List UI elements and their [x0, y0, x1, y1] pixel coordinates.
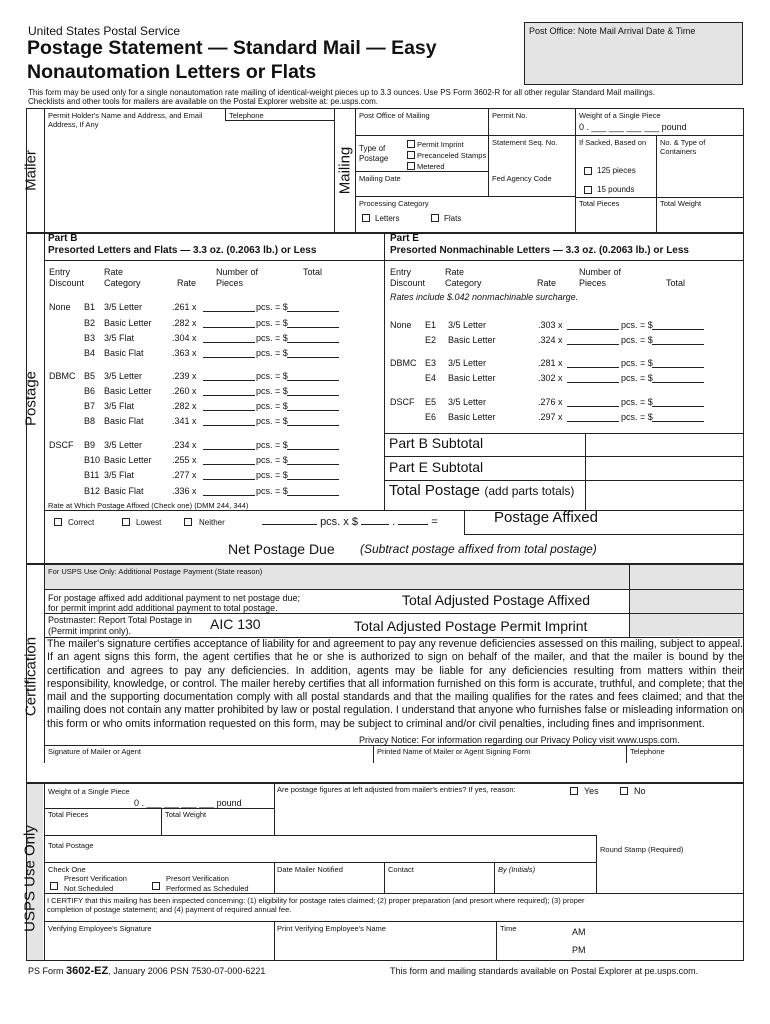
total-adjusted-affixed-label: Total Adjusted Postage Affixed [402, 592, 591, 608]
part-b-subtotal-field[interactable] [587, 435, 743, 455]
lowest-label: Lowest [136, 518, 162, 527]
total-pieces-label: Total Pieces [579, 199, 620, 208]
usps-additional-field[interactable] [630, 565, 743, 590]
intro-line1: This form may be used only for a single nonautomation rate mailing of identical-weight pieces up to 3.3 ounces. Use PS Form 3602-R for all other regular Standard Mail mailings. [28, 88, 655, 97]
total-adjusted-affixed-field[interactable] [630, 590, 743, 613]
part-b-number-head: Number of Pieces [216, 267, 259, 288]
usps-total-weight-label: Total Weight [165, 810, 207, 819]
part-e-subtotal-field[interactable] [587, 458, 743, 478]
part-b-rate-code: B5 [84, 371, 96, 381]
printed-name-label: Printed Name of Mailer or Agent Signing Form [377, 747, 531, 756]
adjusted-no-label: No [634, 786, 646, 796]
part-e-pieces-input[interactable] [567, 412, 619, 424]
sacked-15-checkbox[interactable] [584, 186, 592, 194]
form-title-line1: Postage Statement — Standard Mail — Easy [27, 37, 437, 59]
part-e-pieces-input[interactable] [567, 320, 619, 332]
part-b-rate-value: .304 x [172, 333, 197, 343]
part-e-total-input[interactable] [652, 412, 704, 424]
part-b-rate-code: B3 [84, 333, 96, 343]
part-b-rate-value: .282 x [172, 401, 197, 411]
adjusted-yes-label: Yes [584, 786, 599, 796]
part-b-entry-discount: DBMC [49, 371, 76, 381]
presort-not-scheduled-1: Presort Verification [64, 874, 127, 883]
part-b-pieces-input[interactable] [203, 318, 255, 330]
part-b-rate-code: B9 [84, 440, 96, 450]
part-e-rate-value: .324 x [538, 335, 563, 345]
part-b-rate-code: B4 [84, 348, 96, 358]
part-b-pieces-input[interactable] [203, 348, 255, 360]
weight-field[interactable]: 0 . ___ ___ ___ ___ pound [579, 122, 687, 132]
part-e-pcs-label: pcs. = $ [621, 373, 653, 383]
postmaster-note-2: (Permit imprint only). [48, 626, 132, 636]
neither-label: Neither [199, 518, 225, 527]
part-b-rate-head: Rate [177, 278, 197, 288]
part-b-pieces-input[interactable] [203, 333, 255, 345]
statement-seq-label: Statement Seq. No. [492, 138, 558, 147]
cert-telephone-label: Telephone [630, 747, 665, 756]
part-e-total-input[interactable] [652, 373, 704, 385]
part-b-rate-category: 3/5 Flat [104, 333, 135, 343]
if-sacked-label: If Sacked, Based on [579, 138, 647, 147]
part-e-rate-value: .297 x [538, 412, 563, 422]
part-e-pieces-input[interactable] [567, 373, 619, 385]
part-e-rate-value: .281 x [538, 358, 563, 368]
presort-scheduled-checkbox[interactable] [152, 882, 160, 890]
affixed-note-1: For postage affixed add additional payment to net postage due; [48, 593, 301, 603]
part-b-rate-code: B12 [84, 486, 101, 496]
check-one-label: Check One [48, 865, 86, 874]
permit-holder-label: Permit Holder's Name and Address, and Email Address, If Any [48, 111, 203, 129]
correct-label: Correct [68, 518, 95, 527]
form-title-line2: Nonautomation Letters or Flats [27, 61, 317, 83]
net-postage-note: (Subtract postage affixed from total postage) [360, 542, 597, 556]
part-e-pcs-label: pcs. = $ [621, 335, 653, 345]
part-b-total-input[interactable] [287, 318, 339, 330]
net-postage-field[interactable] [600, 537, 742, 561]
part-b-total-input[interactable] [287, 302, 339, 314]
part-b-entry-head: Entry Discount [49, 267, 85, 288]
part-e-label: Part E [390, 233, 419, 244]
postage-affixed-label: Postage Affixed [494, 509, 598, 526]
certification-side-label: Certification [22, 636, 40, 717]
presort-scheduled-2: Performed as Scheduled [166, 884, 249, 893]
part-b-total-input[interactable] [287, 386, 339, 398]
net-postage-due-label: Net Postage Due [228, 541, 335, 557]
presort-not-scheduled-2: Not Scheduled [64, 884, 114, 893]
intro-line2: Checklists and other tools for mailers are available on the Postal Explorer website at: pe.usps.com. [28, 97, 378, 106]
sacked-125-label: 125 pieces [597, 166, 636, 175]
usps-total-postage-label: Total Postage [48, 841, 94, 850]
part-e-pieces-input[interactable] [567, 397, 619, 409]
part-b-total-input[interactable] [287, 486, 339, 498]
presort-scheduled-1: Presort Verification [166, 874, 229, 883]
part-b-entry-discount: None [49, 302, 71, 312]
round-stamp-label: Round Stamp (Required) [600, 845, 684, 854]
part-e-rate-code: E1 [425, 320, 437, 330]
mailing-side-label: Mailing [336, 146, 354, 195]
part-b-rate-category: Basic Letter [104, 386, 152, 396]
sacked-125-checkbox[interactable] [584, 167, 592, 175]
part-b-rate-value: .282 x [172, 318, 197, 328]
part-b-pieces-input[interactable] [203, 401, 255, 413]
metered-label: Metered [417, 162, 445, 171]
part-b-pieces-input[interactable] [203, 371, 255, 383]
fed-agency-label: Fed Agency Code [492, 174, 552, 183]
part-b-total-input[interactable] [287, 371, 339, 383]
part-b-rate-code: B7 [84, 401, 96, 411]
postage-side-label: Postage [22, 370, 40, 427]
part-e-rate-code: E6 [425, 412, 437, 422]
part-e-total-input[interactable] [652, 335, 704, 347]
part-e-rate-code: E3 [425, 358, 437, 368]
part-b-rate-value: .341 x [172, 416, 197, 426]
part-e-rate-head: Rate [537, 278, 557, 288]
part-e-pcs-label: pcs. = $ [621, 412, 653, 422]
part-b-rate-value: .255 x [172, 455, 197, 465]
part-b-rate-value: .363 x [172, 348, 197, 358]
part-b-pieces-input[interactable] [203, 470, 255, 482]
part-b-rate-category: Basic Letter [104, 455, 152, 465]
part-e-note: Rates include $.042 nonmachinable surcharge. [390, 292, 579, 302]
part-b-pieces-input[interactable] [203, 440, 255, 452]
usps-additional-label: For USPS Use Only: Additional Postage Payment (State reason) [48, 567, 263, 576]
part-b-title: Presorted Letters and Flats — 3.3 oz. (0.2063 lb.) or Less [48, 245, 317, 256]
presort-not-scheduled-checkbox[interactable] [50, 882, 58, 890]
precanceled-checkbox[interactable] [407, 151, 415, 159]
correct-checkbox[interactable] [54, 518, 62, 526]
part-e-rate-category: Basic Letter [448, 373, 496, 383]
usps-total-pieces-label: Total Pieces [48, 810, 89, 819]
lowest-checkbox[interactable] [122, 518, 130, 526]
part-b-rate-category: 3/5 Letter [104, 302, 143, 312]
part-b-pcs-label: pcs. = $ [256, 318, 288, 328]
part-b-pcs-label: pcs. = $ [256, 348, 288, 358]
part-b-total-input[interactable] [287, 348, 339, 360]
part-b-pieces-input[interactable] [203, 455, 255, 467]
permit-imprint-checkbox[interactable] [407, 140, 415, 148]
part-e-entry-discount: None [390, 320, 412, 330]
part-b-pcs-label: pcs. = $ [256, 486, 288, 496]
precanceled-label: Precanceled Stamps [417, 151, 487, 160]
part-e-rate-category: 3/5 Letter [448, 358, 487, 368]
part-b-pcs-label: pcs. = $ [256, 401, 288, 411]
postmaster-note-1: Postmaster: Report Total Postage in [48, 615, 192, 625]
part-b-subtotal-label: Part B Subtotal [389, 435, 484, 451]
part-e-rate-category: Basic Letter [448, 335, 496, 345]
part-b-total-input[interactable] [287, 333, 339, 345]
part-b-rate-category: 3/5 Flat [104, 401, 135, 411]
part-e-total-head: Total [666, 278, 686, 288]
part-b-rate-category: Basic Flat [104, 416, 144, 426]
weight-label: Weight of a Single Piece [579, 111, 661, 120]
part-e-subtotal-label: Part E Subtotal [389, 459, 484, 475]
part-e-rate-value: .303 x [538, 320, 563, 330]
part-b-pcs-label: pcs. = $ [256, 416, 288, 426]
adjusted-question-label: Are postage figures at left adjusted from mailer's entries? If yes, reason: [277, 785, 516, 794]
signature-label: Signature of Mailer or Agent [48, 747, 141, 756]
part-e-entry-discount: DBMC [390, 358, 417, 368]
agency-name: United States Postal Service [28, 24, 181, 38]
part-b-label: Part B [48, 233, 78, 244]
rate-affixed-label: Rate at Which Postage Affixed (Check one) (DMM 244, 344) [48, 501, 249, 510]
am-label[interactable]: AM [572, 927, 586, 937]
part-e-pcs-label: pcs. = $ [621, 320, 653, 330]
part-b-pieces-input[interactable] [203, 302, 255, 314]
total-postage-note: (add parts totals) [484, 484, 575, 498]
privacy-notice: Privacy Notice: For information regarding our Privacy Policy visit www.usps.com. [359, 735, 680, 745]
flats-label: Flats [444, 214, 462, 223]
part-b-entry-discount: DSCF [49, 440, 74, 450]
part-e-rate-code: E2 [425, 335, 437, 345]
form-number: PS Form 3602-EZ, January 2006 PSN 7530-07-000-6221 [28, 965, 266, 977]
signature-field[interactable] [46, 756, 372, 762]
part-b-pieces-input[interactable] [203, 486, 255, 498]
part-b-rate-code: B1 [84, 302, 96, 312]
total-postage-label: Total Postage [389, 482, 480, 499]
part-e-rate-value: .302 x [538, 373, 563, 383]
part-e-category-head: Rate Category [445, 267, 482, 288]
part-b-rate-category: 3/5 Letter [104, 440, 143, 450]
footer-note: This form and mailing standards available on Postal Explorer at pe.usps.com. [390, 966, 699, 976]
part-b-total-input[interactable] [287, 401, 339, 413]
adjusted-yes-checkbox[interactable] [570, 787, 578, 795]
part-b-rate-category: 3/5 Letter [104, 371, 143, 381]
part-b-pcs-label: pcs. = $ [256, 333, 288, 343]
part-e-rate-category: 3/5 Letter [448, 320, 487, 330]
part-b-rate-code: B6 [84, 386, 96, 396]
total-adjusted-permit-label: Total Adjusted Postage Permit Imprint [354, 618, 588, 634]
part-e-rate-code: E5 [425, 397, 437, 407]
po-note-label: Post Office: Note Mail Arrival Date & Time [529, 26, 696, 36]
permit-imprint-label: Permit Imprint [417, 140, 464, 149]
part-e-pcs-label: pcs. = $ [621, 397, 653, 407]
part-b-category-head: Rate Category [104, 267, 141, 288]
part-e-number-head: Number of Pieces [579, 267, 622, 288]
part-e-rate-code: E4 [425, 373, 437, 383]
permit-holder-field[interactable] [46, 132, 332, 232]
permit-no-label: Permit No. [492, 111, 528, 120]
part-e-entry-discount: DSCF [390, 397, 415, 407]
part-b-pieces-input[interactable] [203, 416, 255, 428]
part-b-total-head: Total [303, 267, 323, 277]
part-b-total-input[interactable] [287, 416, 339, 428]
part-e-pieces-input[interactable] [567, 335, 619, 347]
part-b-rate-category: Basic Flat [104, 486, 144, 496]
post-office-label: Post Office of Mailing [359, 111, 430, 120]
part-e-pieces-input[interactable] [567, 358, 619, 370]
part-b-pcs-label: pcs. = $ [256, 371, 288, 381]
affixed-calc[interactable]: pcs. x $ . = [262, 516, 438, 528]
part-b-total-input[interactable] [287, 455, 339, 467]
part-b-total-input[interactable] [287, 440, 339, 452]
print-verifying-label: Print Verifying Employee's Name [277, 924, 386, 933]
letters-label: Letters [375, 214, 400, 223]
affixed-note-2: for permit imprint add additional payment to total postage. [48, 603, 278, 613]
part-b-rate-value: .277 x [172, 470, 197, 480]
containers-label: No. & Type of Containers [660, 138, 706, 156]
part-b-rate-code: B8 [84, 416, 96, 426]
part-e-title: Presorted Nonmachinable Letters — 3.3 oz. (0.2063 lb.) or Less [390, 245, 689, 256]
part-b-pcs-label: pcs. = $ [256, 455, 288, 465]
total-adjusted-permit-field[interactable] [630, 614, 743, 636]
part-b-rate-category: Basic Letter [104, 318, 152, 328]
part-b-rate-value: .260 x [172, 386, 197, 396]
part-b-pcs-label: pcs. = $ [256, 386, 288, 396]
total-weight-label: Total Weight [660, 199, 702, 208]
usps-weight-field[interactable]: 0 . ___ ___ ___ ___ pound [134, 798, 242, 808]
aic-label: AIC 130 [210, 616, 261, 632]
neither-checkbox[interactable] [184, 518, 192, 526]
by-initials-label: By (Initials) [498, 865, 536, 874]
part-b-rate-value: .261 x [172, 302, 197, 312]
part-b-pcs-label: pcs. = $ [256, 440, 288, 450]
flats-checkbox[interactable] [431, 214, 439, 222]
usps-only-side-label: USPS Use Only [21, 825, 39, 932]
part-e-rate-category: 3/5 Letter [448, 397, 487, 407]
verifying-signature-label: Verifying Employee's Signature [48, 924, 152, 933]
sacked-15-label: 15 pounds [597, 185, 635, 194]
mailing-date-label: Mailing Date [359, 174, 401, 183]
part-e-rate-category: Basic Letter [448, 412, 496, 422]
part-b-rate-code: B11 [84, 470, 100, 480]
part-e-total-input[interactable] [652, 397, 704, 409]
part-b-pcs-label: pcs. = $ [256, 470, 288, 480]
part-b-rate-value: .336 x [172, 486, 197, 496]
part-b-pieces-input[interactable] [203, 386, 255, 398]
mailer-side-label: Mailer [22, 150, 40, 191]
time-label: Time [500, 924, 517, 933]
certification-statement: The mailer's signature certifies acceptance of liability for and agreement to pay any revenue deficiencies assessed on this mailing, subject to appeal. If an agent signs this form, the agent certifies that he or she is authorized to sign on behalf of the mailer, and that the mailer is bound by the certification and agrees to pay any deficiencies. In addition, agents may be liable for any deficiencies resulting from matters within their responsibility, knowledge, or control. The mailer hereby certifies that all information furnished on this form is accurate, truthful, and complete; that the mail and the supporting documentation comply with all postal standards and that the mailing qualifies for the rates and fees claimed; and that the mailing does not contain any matter prohibited by law or postal regulation. I understand that anyone who furnishes false or misleading information on this form or who omits information requested on this form, may be subject to criminal and/or civil penalties, including fines and imprisonment. [47, 638, 743, 730]
part-e-total-input[interactable] [652, 320, 704, 332]
part-e-total-input[interactable] [652, 358, 704, 370]
telephone-label: Telephone [229, 111, 264, 120]
total-postage-line [389, 482, 574, 500]
contact-label: Contact [388, 865, 414, 874]
processing-category-label: Processing Category [359, 199, 429, 208]
part-b-pcs-label: pcs. = $ [256, 302, 288, 312]
part-e-rate-value: .276 x [538, 397, 563, 407]
date-notified-label: Date Mailer Notified [277, 865, 343, 874]
part-b-rate-value: .239 x [172, 371, 197, 381]
total-postage-field[interactable] [587, 482, 743, 508]
adjusted-no-checkbox[interactable] [620, 787, 628, 795]
part-b-rate-category: Basic Flat [104, 348, 144, 358]
part-b-total-input[interactable] [287, 470, 339, 482]
letters-checkbox[interactable] [362, 214, 370, 222]
usps-certify-text: I CERTIFY that this mailing has been inspected concerning: (1) eligibility for postage rates claimed; (2) proper preparation (and presort where required); (3) proper completion of postage statement; and (4) payment of required annual fee. [47, 896, 585, 914]
usps-weight-label: Weight of a Single Piece [48, 787, 130, 796]
type-of-postage-label: Type of Postage [359, 144, 389, 163]
metered-checkbox[interactable] [407, 162, 415, 170]
part-e-entry-head: Entry Discount [390, 267, 426, 288]
part-b-rate-category: 3/5 Flat [104, 470, 135, 480]
part-b-rate-value: .234 x [172, 440, 197, 450]
part-b-rate-code: B10 [84, 455, 101, 465]
part-e-pcs-label: pcs. = $ [621, 358, 653, 368]
part-b-rate-code: B2 [84, 318, 96, 328]
pm-label[interactable]: PM [572, 945, 586, 955]
